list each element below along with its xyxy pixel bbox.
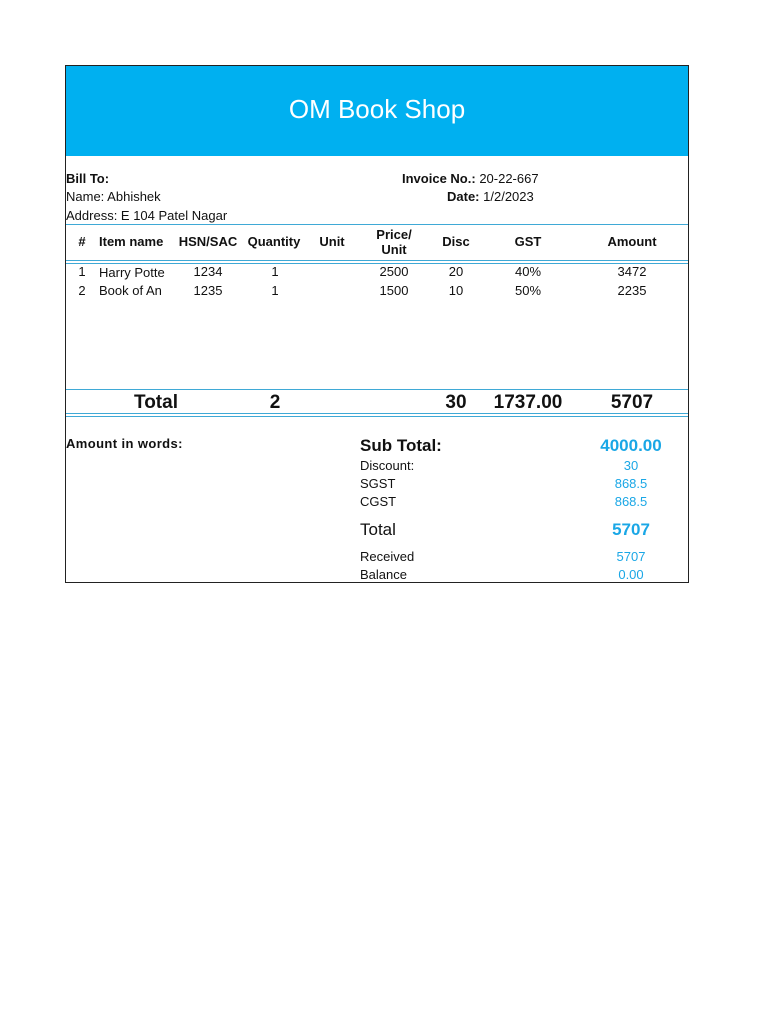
grand-total-label: Total [360,520,396,539]
row-gst: 40% [514,264,542,279]
row-amount: 2235 [617,283,647,298]
sgst-value: 868.5 [614,476,648,491]
invoice-number-value: 20-22-667 [479,171,539,186]
header-price [362,227,426,257]
row-price: 1500 [379,283,409,298]
shop-name: OM Book Shop [288,94,466,124]
table-top-border [66,224,688,225]
subtotal-value: 4000.00 [600,436,662,455]
invoice-number-label: Invoice No.: [402,171,476,186]
total-bottom-border-2 [66,416,688,417]
row-num: 1 [78,264,86,279]
header-price-line1: Price/ [376,227,412,242]
shop-banner [66,66,688,156]
header-amount: Amount [607,234,657,249]
invoice-sheet [65,65,689,583]
row-item: Book of An [99,283,162,298]
total-top-border [66,389,688,390]
cgst-label: CGST [360,494,397,509]
total-label: Total [134,392,178,413]
total-quantity: 2 [269,392,281,413]
header-num: # [78,234,86,249]
row-hsn: 1235 [193,283,223,298]
row-hsn: 1234 [193,264,223,279]
header-disc: Disc [442,234,470,249]
received-value: 5707 [616,549,646,564]
cgst-value: 868.5 [614,494,648,509]
bill-to-label: Bill To: [66,171,110,186]
grand-total-value: 5707 [612,520,650,539]
row-price: 2500 [379,264,409,279]
row-disc: 10 [448,283,464,298]
balance-value: 0.00 [618,567,644,582]
discount-label: Discount: [360,458,415,473]
header-hsn: HSN/SAC [178,234,238,249]
header-item: Item name [99,234,164,249]
header-quantity: Quantity [247,234,301,249]
customer-address: Address: E 104 Patel Nagar [66,208,228,223]
invoice-number [402,171,539,186]
header-price-line2: Unit [381,242,407,257]
total-bottom-border-1 [66,413,688,414]
total-amount: 5707 [610,392,654,413]
sgst-label: SGST [360,476,396,491]
received-label: Received [360,549,415,564]
balance-label: Balance [360,567,407,582]
row-item: Harry Potte [99,265,165,280]
invoice-date-value: 1/2/2023 [483,189,534,204]
header-bottom-border-1 [66,260,688,261]
amount-in-words-label: Amount in words: [66,436,183,451]
invoice-date [447,189,534,204]
row-disc: 20 [448,264,464,279]
header-gst: GST [514,234,542,249]
total-disc: 30 [445,392,467,413]
row-gst: 50% [514,283,542,298]
row-num: 2 [78,283,86,298]
row-amount: 3472 [617,264,647,279]
row-quantity: 1 [271,283,279,298]
header-unit: Unit [319,234,345,249]
total-gst: 1737.00 [493,392,563,413]
discount-value: 30 [623,458,639,473]
customer-name: Name: Abhishek [66,189,161,204]
row-quantity: 1 [271,264,279,279]
invoice-date-label: Date: [447,189,480,204]
subtotal-label: Sub Total: [360,436,442,455]
